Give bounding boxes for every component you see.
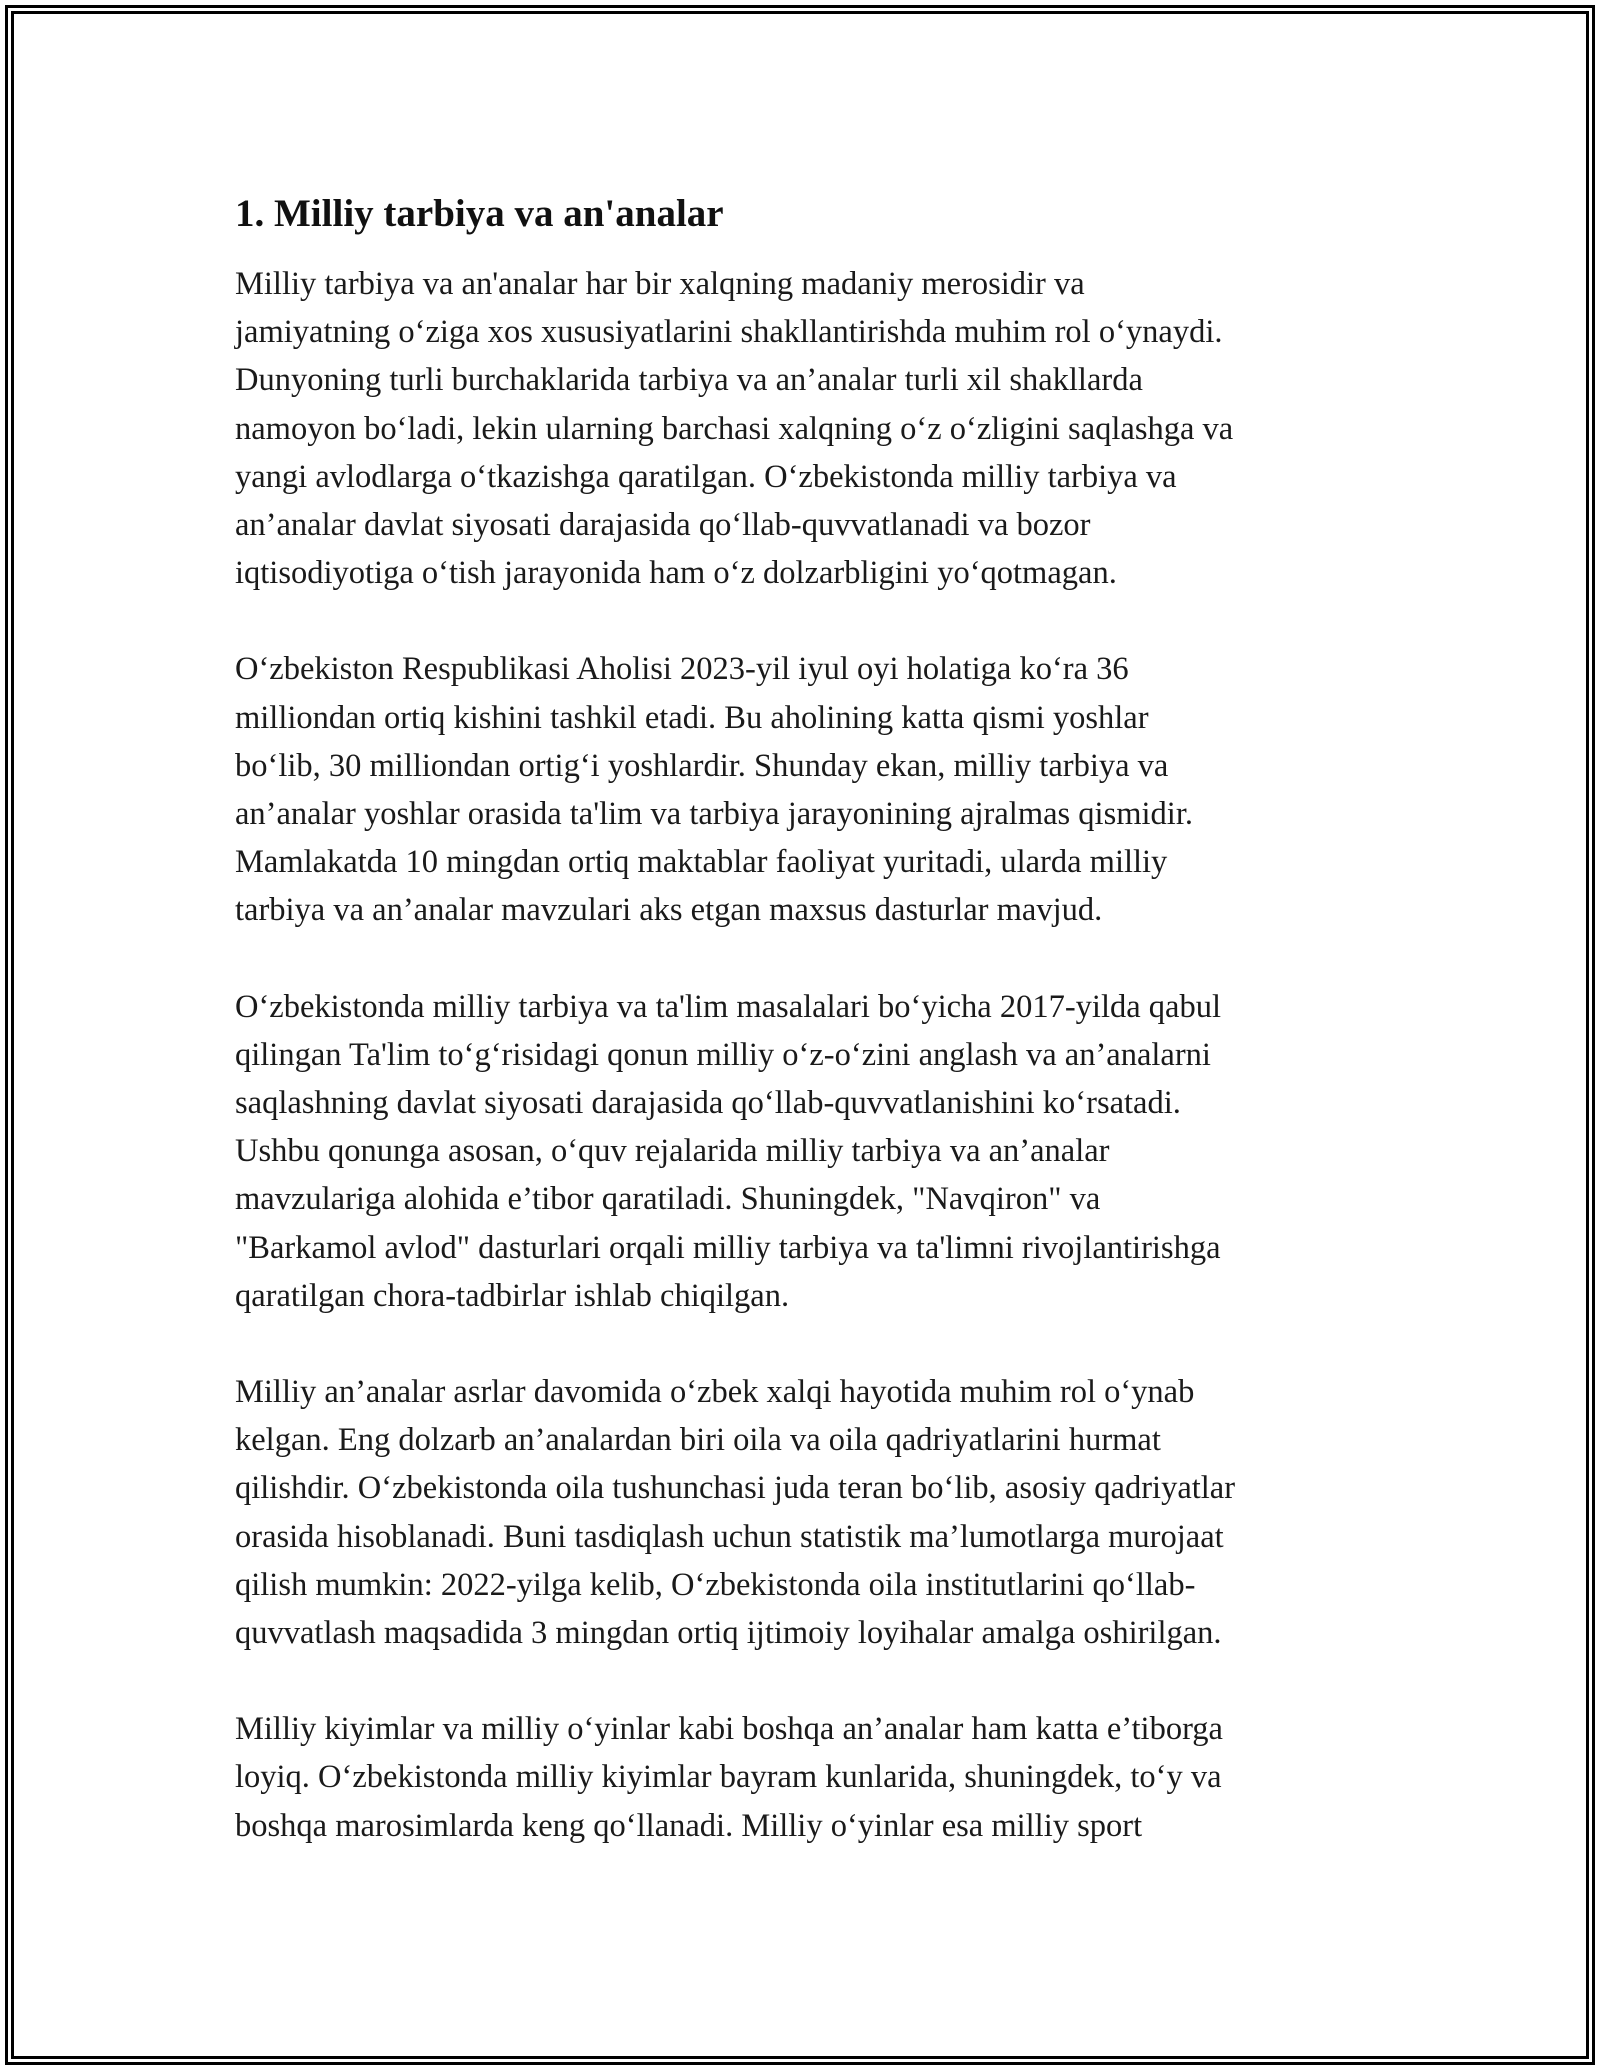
text-line: Milliy tarbiya va an'analar har bir xalqning madaniy merosidir va — [235, 266, 1085, 302]
text-line: an’analar davlat siyosati darajasida qo‘llab-quvvatlanadi va bozor — [235, 507, 1091, 544]
text-line: qilish mumkin: 2022-yilga kelib, O‘zbekistonda oila institutlarini qo‘llab- — [235, 1566, 1196, 1603]
text-line: Mamlakatda 10 mingdan ortiq maktablar faoliyat yuritadi, ularda milliy — [235, 844, 1168, 881]
text-line: O‘zbekiston Respublikasi Aholisi 2023-yil iyul oyi holatiga ko‘ra 36 — [235, 651, 1129, 688]
paragraph-5 — [235, 1705, 1375, 1850]
paragraph-3 — [235, 983, 1375, 1320]
paragraph-4 — [235, 1368, 1375, 1657]
text-line: saqlashning davlat siyosati darajasida qo‘llab-quvvatlanishini ko‘rsatadi. — [235, 1085, 1181, 1122]
text-line: kelgan. Eng dolzarb an’analardan biri oila va oila qadriyatlarini hurmat — [235, 1422, 1161, 1459]
text-line: quvvatlash maqsadida 3 mingdan ortiq ijtimoiy loyihalar amalga oshirilgan. — [235, 1615, 1222, 1652]
text-line: iqtisodiyotiga o‘tish jarayonida ham o‘z dolzarbligini yo‘qotmagan. — [235, 555, 1117, 592]
paragraph-1 — [235, 260, 1375, 597]
text-line: O‘zbekistonda milliy tarbiya va ta'lim masalalari bo‘yicha 2017-yilda qabul — [235, 988, 1221, 1025]
text-line: milliondan ortiq kishini tashkil etadi. Bu aholining katta qismi yoshlar — [235, 699, 1149, 736]
text-line: tarbiya va an’analar mavzulari aks etgan maxsus dasturlar mavjud. — [235, 892, 1103, 929]
paragraph-2 — [235, 645, 1375, 934]
text-line: Milliy an’analar asrlar davomida o‘zbek xalqi hayotida muhim rol o‘ynab — [235, 1374, 1195, 1411]
text-line: an’analar yoshlar orasida ta'lim va tarbiya jarayonining ajralmas qismidir. — [235, 796, 1193, 833]
text-line: qaratilgan chora-tadbirlar ishlab chiqilgan. — [235, 1277, 790, 1314]
text-line: mavzulariga alohida e’tibor qaratiladi. Shuningdek, "Navqiron" va — [235, 1181, 1101, 1218]
text-line: "Barkamol avlod" dasturlari orqali milliy tarbiya va ta'limni rivojlantirishga — [235, 1229, 1221, 1266]
text-line: orasida hisoblanadi. Buni tasdiqlash uchun statistik ma’lumotlarga murojaat — [235, 1518, 1224, 1555]
text-line: Milliy kiyimlar va milliy o‘yinlar kabi boshqa an’analar ham katta e’tiborga — [235, 1711, 1223, 1748]
text-line: namoyon bo‘ladi, lekin ularning barchasi xalqning o‘z o‘zligini saqlashga va — [235, 410, 1234, 447]
document-body — [235, 188, 1375, 1898]
text-line: Dunyoning turli burchaklarida tarbiya va an’analar turli xil shakllarda — [235, 362, 1143, 399]
text-line: yangi avlodlarga o‘tkazishga qaratilgan. O‘zbekistonda milliy tarbiya va — [235, 458, 1177, 495]
text-line: bo‘lib, 30 milliondan ortig‘i yoshlardir. Shunday ekan, milliy tarbiya va — [235, 747, 1169, 784]
text-line: Ushbu qonunga asosan, o‘quv rejalarida milliy tarbiya va an’analar — [235, 1133, 1110, 1170]
text-line: jamiyatning o‘ziga xos xususiyatlarini shakllantirishda muhim rol o‘ynaydi. — [235, 314, 1223, 351]
text-line: boshqa marosimlarda keng qo‘llanadi. Milliy o‘yinlar esa milliy sport — [235, 1807, 1143, 1844]
text-line: qilishdir. O‘zbekistonda oila tushunchasi juda teran bo‘lib, asosiy qadriyatlar — [235, 1470, 1236, 1507]
text-line: qilingan Ta'lim to‘g‘risidagi qonun milliy o‘z-o‘zini anglash va an’analarni — [235, 1036, 1211, 1073]
section-heading: 1. Milliy tarbiya va an'analar — [235, 192, 724, 235]
text-line: loyiq. O‘zbekistonda milliy kiyimlar bayram kunlarida, shuningdek, to‘y va — [235, 1759, 1222, 1796]
